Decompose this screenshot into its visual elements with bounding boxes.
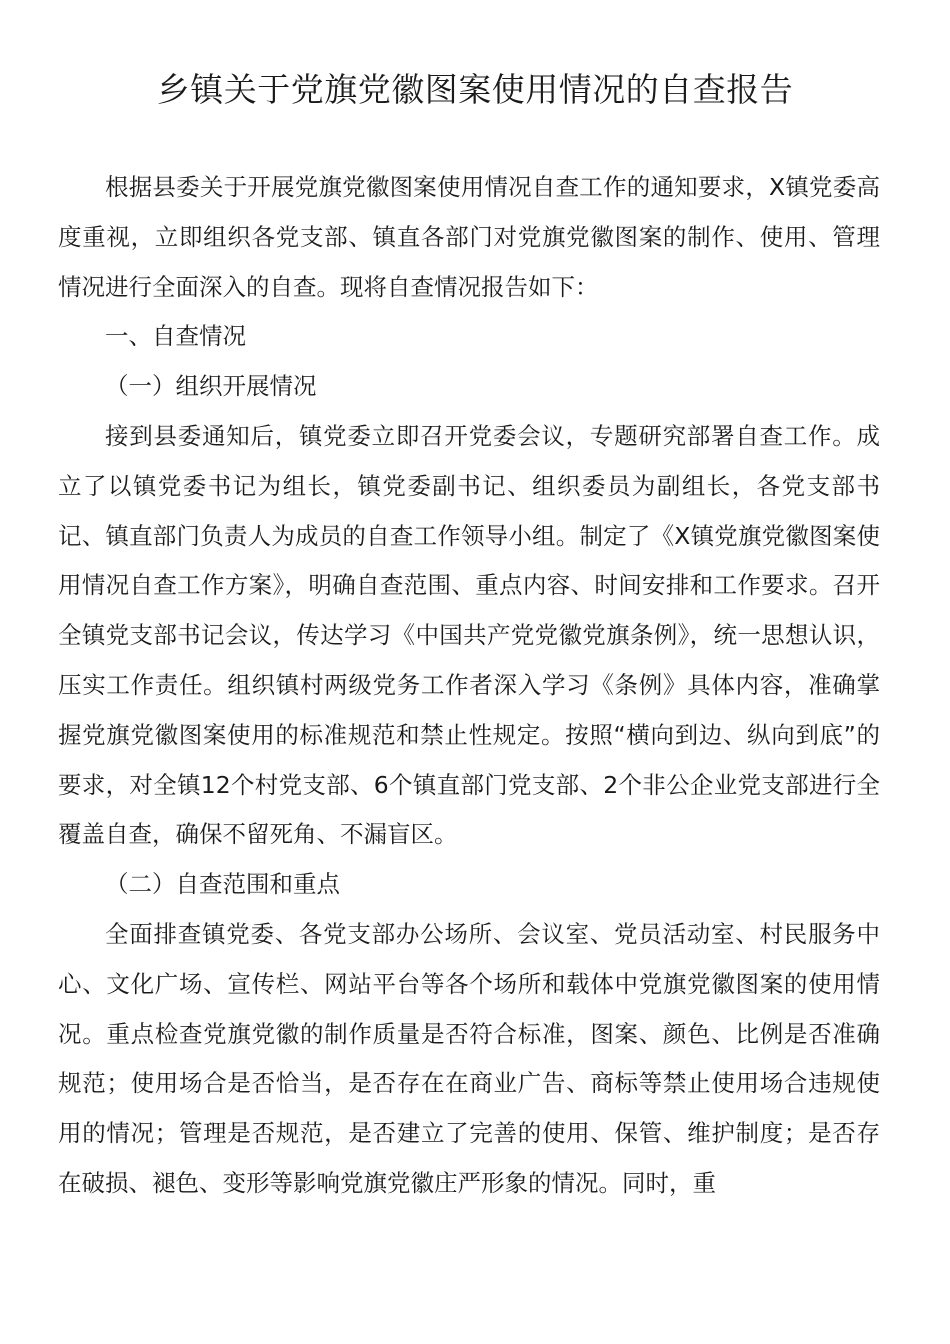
- scope-paragraph: 全面排查镇党委、各党支部办公场所、会议室、党员活动室、村民服务中心、文化广场、宣传栏、网站平台等各个场所和载体中党旗党徽图案的使用情况。重点检查党旗党徽的制作质量是否符合标准，图案、颜色、比例是否准确规范；使用场合是否恰当，是否存在在商业广告、商标等禁止使用场合违规使用的情况；管理是否规范，是否建立了完善的使用、保管、维护制度；是否存在破损、褪色、变形等影响党旗党徽庄严形象的情况。同时，重: [58, 919, 880, 1197]
- document-body: [58, 163, 880, 1209]
- intro-paragraph: 根据县委关于开展党旗党徽图案使用情况自查工作的通知要求，X镇党委高度重视，立即组织各党支部、镇直各部门对党旗党徽图案的制作、使用、管理情况进行全面深入的自查。现将自查情况报告如下：: [58, 173, 880, 301]
- document-title: 乡镇关于党旗党徽图案使用情况的自查报告: [156, 70, 794, 109]
- subsection-heading-organization: （一）组织开展情况: [105, 372, 317, 401]
- subsection-heading-scope: （二）自查范围和重点: [105, 870, 340, 899]
- section-heading-self-check: 一、自查情况: [105, 322, 246, 351]
- organization-paragraph: 接到县委通知后，镇党委立即召开党委会议，专题研究部署自查工作。成立了以镇党委书记为组长，镇党委副书记、组织委员为副组长，各党支部书记、镇直部门负责人为成员的自查工作领导小组。制定了《X镇党旗党徽图案使用情况自查工作方案》，明确自查范围、重点内容、时间安排和工作要求。召开全镇党支部书记会议，传达学习《中国共产党党徽党旗条例》，统一思想认识，压实工作责任。组织镇村两级党务工作者深入学习《条例》具体内容，准确掌握党旗党徽图案使用的标准规范和禁止性规定。按照“横向到边、纵向到底”的要求，对全镇12个村党支部、6个镇直部门党支部、2个非公企业党支部进行全覆盖自查，确保不留死角、不漏盲区。: [58, 421, 880, 849]
